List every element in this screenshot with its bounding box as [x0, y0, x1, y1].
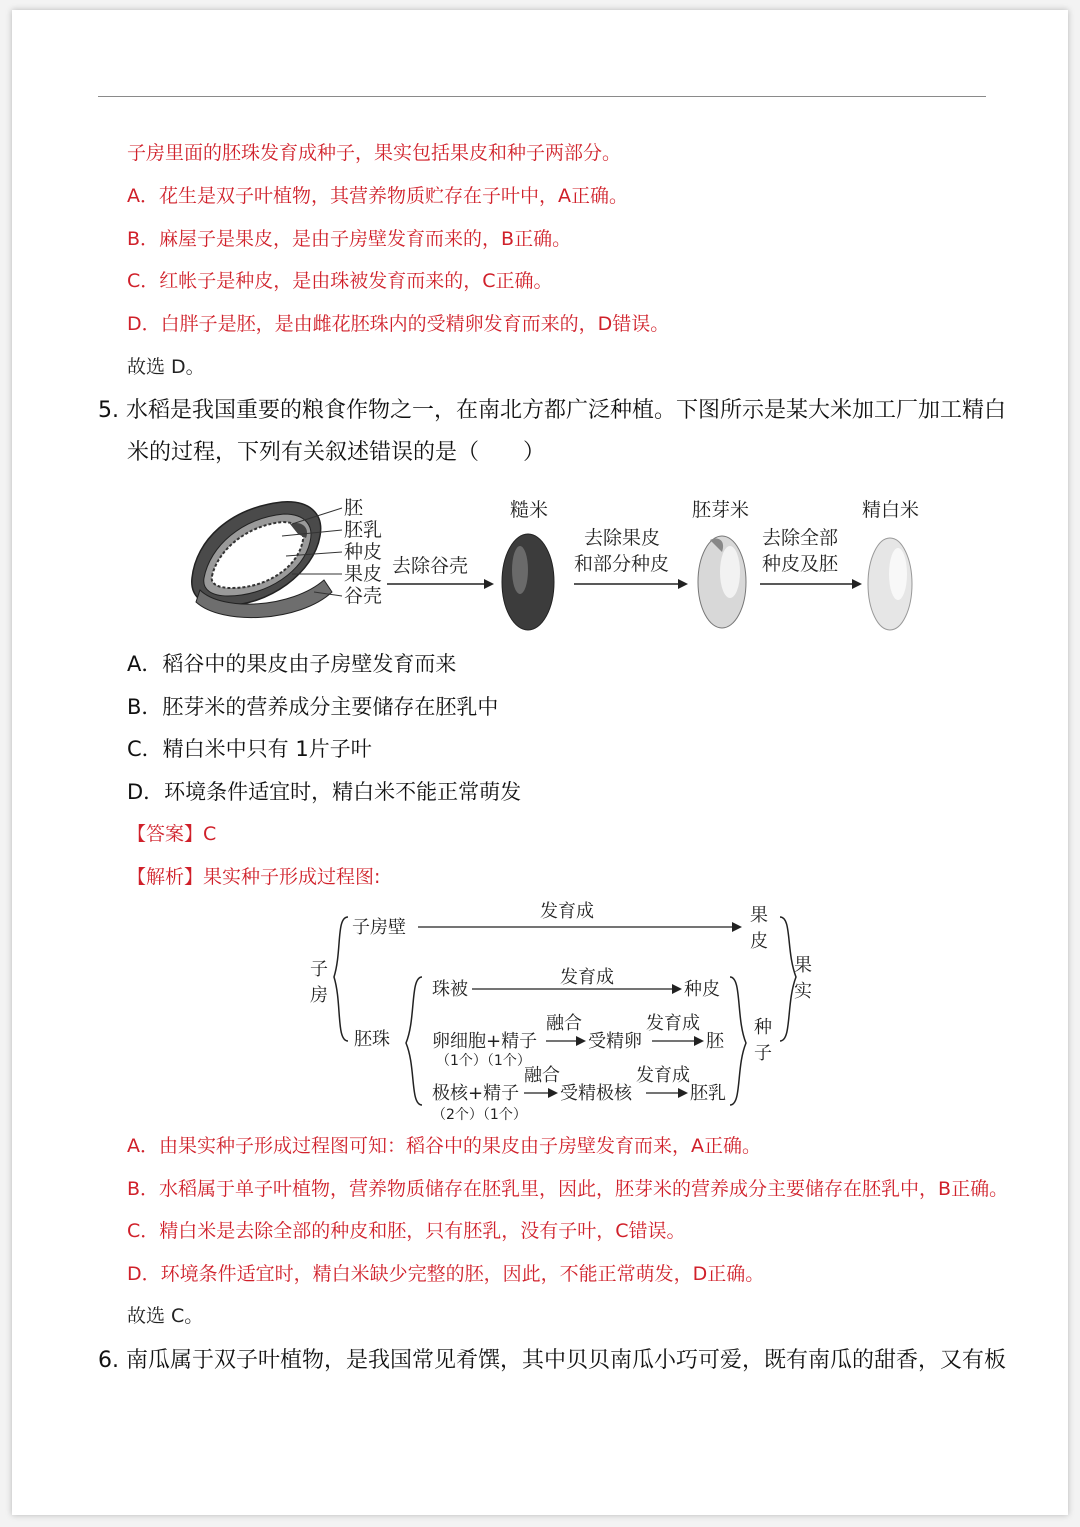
q5-explanation-d: D．环境条件适宜时，精白米缺少完整的胚，因此，不能正常萌发，D正确。 [127, 1263, 765, 1285]
question-6-stem-line1: 6. 南瓜属于双子叶植物，是我国常见肴馔，其中贝贝南瓜小巧可爱，既有南瓜的甜香，又有板 [98, 1348, 1006, 1373]
label-husk: 谷壳 [344, 585, 383, 607]
step-remove-pericarp-line2: 和部分种皮 [574, 553, 670, 575]
diagram-seed-coat: 种皮 [684, 979, 720, 1000]
q5-explanation-b: B．水稻属于单子叶植物，营养物质储存在胚乳里，因此，胚芽米的营养成分主要储存在胚乳中，B正确。 [127, 1178, 1009, 1200]
question-5-stem-line2: 米的过程，下列有关叙述错误的是（ ） [127, 440, 546, 465]
q5-conclusion: 故选 C。 [127, 1305, 204, 1327]
document-page [12, 10, 1068, 1515]
conclusion-text: 故选 D。 [127, 356, 205, 378]
diagram-fusion-1: 融合 [546, 1013, 582, 1034]
explanation-option-b: B．麻屋子是果皮，是由子房壁发育而来的，B正确。 [127, 228, 572, 250]
diagram-fertilized-polar: 受精极核 [560, 1083, 632, 1104]
brace-fruit [780, 917, 796, 1041]
fruit-seed-formation-diagram [302, 895, 822, 1125]
answer-label: 【答案】 [127, 823, 204, 845]
diagram-develops-1: 发育成 [540, 901, 594, 922]
step-remove-pericarp-line1: 去除果皮 [584, 527, 661, 549]
brace-ovule [406, 977, 422, 1105]
diagram-egg-count: （1个）（1个） [436, 1053, 531, 1069]
diagram-endosperm: 胚乳 [690, 1083, 726, 1104]
brace-ovary [334, 917, 348, 1041]
diagram-ovary-2: 房 [310, 985, 328, 1006]
explanation-option-a: A．花生是双子叶植物，其营养物质贮存在子叶中，A正确。 [127, 185, 628, 207]
step-remove-coat-embryo-line1: 去除全部 [762, 527, 839, 549]
label-pericarp: 果皮 [344, 563, 383, 585]
analysis-intro: 果实种子形成过程图: [203, 866, 381, 888]
diagram-polar-count: （2个）（1个） [432, 1107, 527, 1123]
diagram-ovary-1: 子 [310, 959, 328, 980]
brace-seed [730, 977, 746, 1105]
diagram-develops-2: 发育成 [560, 967, 614, 988]
diagram-fruit-1: 果 [794, 955, 812, 976]
answer-value: C [203, 823, 217, 845]
stage-brown-rice: 糙米 [510, 499, 549, 521]
option-d: D．环境条件适宜时，精白米不能正常萌发 [127, 780, 522, 804]
diagram-polar-sperm: 极核+精子 [432, 1083, 520, 1104]
step-remove-coat-embryo-line2: 种皮及胚 [762, 553, 839, 575]
stage-polished-rice: 精白米 [862, 499, 920, 521]
rice-grain-illustration [192, 502, 342, 618]
diagram-pericarp-2: 皮 [750, 931, 768, 952]
header-rule [98, 96, 986, 97]
brown-rice-grain [502, 534, 554, 630]
diagram-embryo: 胚 [706, 1031, 724, 1052]
option-b: B．胚芽米的营养成分主要储存在胚乳中 [127, 695, 499, 719]
explanation-option-d: D．白胖子是胚，是由雌花胚珠内的受精卵发育而来的，D错误。 [127, 313, 670, 335]
analysis-label: 【解析】 [127, 866, 204, 888]
analysis-line [127, 862, 380, 889]
diagram-fusion-2: 融合 [524, 1065, 560, 1086]
diagram-zygote: 受精卵 [588, 1031, 642, 1052]
q5-explanation-a: A．由果实种子形成过程图可知：稻谷中的果皮由子房壁发育而来，A正确。 [127, 1135, 761, 1157]
explanation-line: 子房里面的胚珠发育成种子，果实包括果皮和种子两部分。 [127, 142, 622, 164]
q5-explanation-c: C．精白米是去除全部的种皮和胚，只有胚乳，没有子叶，C错误。 [127, 1220, 686, 1242]
diagram-ovary-wall: 子房壁 [352, 917, 406, 938]
label-embryo: 胚 [344, 497, 364, 519]
option-c: C．精白米中只有 1片子叶 [127, 737, 372, 761]
diagram-develops-3: 发育成 [646, 1013, 700, 1034]
stage-germ-rice: 胚芽米 [692, 499, 750, 521]
option-a: A．稻谷中的果皮由子房壁发育而来 [127, 652, 457, 676]
diagram-develops-4: 发育成 [636, 1065, 690, 1086]
question-5-stem-line1: 5. 水稻是我国重要的粮食作物之一，在南北方都广泛种植。下图所示是某大米加工厂加工精白 [98, 398, 1006, 423]
explanation-option-c: C．红帐子是种皮，是由珠被发育而来的，C正确。 [127, 270, 553, 292]
diagram-pericarp-1: 果 [750, 905, 768, 926]
label-seed-coat: 种皮 [344, 541, 383, 563]
step-remove-husk: 去除谷壳 [392, 555, 469, 577]
diagram-ovule: 胚珠 [354, 1029, 390, 1050]
diagram-seed-1: 种 [754, 1017, 772, 1038]
rice-processing-figure [182, 480, 922, 640]
answer-line [127, 819, 216, 846]
diagram-egg-sperm: 卵细胞+精子 [432, 1031, 538, 1052]
diagram-integument: 珠被 [432, 979, 468, 1000]
diagram-seed-2: 子 [754, 1043, 772, 1064]
label-endosperm: 胚乳 [344, 519, 383, 541]
diagram-fruit-2: 实 [794, 981, 812, 1002]
